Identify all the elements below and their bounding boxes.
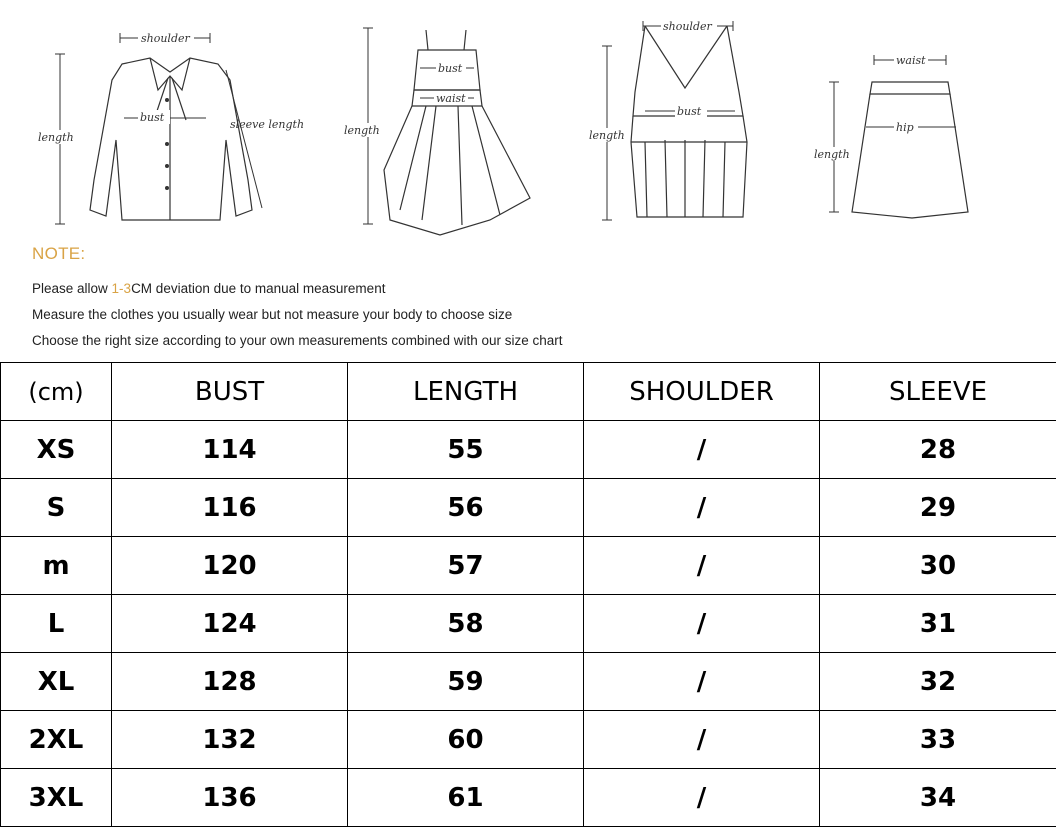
sleeve-cell: 32 <box>820 653 1056 711</box>
sleeve-cell: 29 <box>820 479 1056 537</box>
shoulder-cell: / <box>584 479 820 537</box>
bust-cell: 128 <box>112 653 348 711</box>
blouse-length-label: length <box>38 131 74 144</box>
sleeve-cell: 30 <box>820 537 1056 595</box>
shoulder-cell: / <box>584 421 820 479</box>
blouse-illustration <box>30 20 320 235</box>
length-cell: 59 <box>348 653 584 711</box>
size-chart-table <box>0 362 1056 827</box>
blouse-sleeve-label: sleeve length <box>230 118 304 131</box>
size-cell: m <box>1 537 112 595</box>
blouse-diagram <box>30 20 320 235</box>
skirt-length-label: length <box>814 148 850 161</box>
table-row <box>1 653 1056 711</box>
tank-bust-label: bust <box>677 105 702 118</box>
sleeve-cell: 28 <box>820 421 1056 479</box>
dress-length-label: length <box>344 124 380 137</box>
bust-cell: 132 <box>112 711 348 769</box>
shoulder-cell: / <box>584 769 820 827</box>
length-cell: 58 <box>348 595 584 653</box>
size-cell: L <box>1 595 112 653</box>
skirt-diagram <box>812 50 982 230</box>
length-cell: 55 <box>348 421 584 479</box>
blouse-shoulder-label: shoulder <box>141 32 191 45</box>
table-row <box>1 421 1056 479</box>
blouse-bust-label: bust <box>140 111 165 124</box>
bust-cell: 114 <box>112 421 348 479</box>
header-unit: (cm) <box>1 363 112 421</box>
tank-length-label: length <box>589 129 625 142</box>
length-cell: 61 <box>348 769 584 827</box>
size-cell: 3XL <box>1 769 112 827</box>
skirt-hip-label: hip <box>896 121 914 134</box>
dress-bust-label: bust <box>438 62 463 75</box>
sleeve-cell: 33 <box>820 711 1056 769</box>
header-sleeve: SLEEVE <box>820 363 1056 421</box>
dress-waist-label: waist <box>436 92 466 105</box>
shoulder-cell: / <box>584 595 820 653</box>
size-cell: XL <box>1 653 112 711</box>
note-line-deviation-suffix: CM deviation due to manual measurement <box>131 281 385 296</box>
sleeve-cell: 31 <box>820 595 1056 653</box>
shoulder-cell: / <box>584 711 820 769</box>
sleeve-cell: 34 <box>820 769 1056 827</box>
tank-diagram <box>585 12 765 232</box>
tank-shoulder-label: shoulder <box>663 20 713 33</box>
header-bust: BUST <box>112 363 348 421</box>
shoulder-cell: / <box>584 653 820 711</box>
size-guide-illustrations <box>0 0 1056 362</box>
length-cell: 60 <box>348 711 584 769</box>
table-header-row <box>1 363 1056 421</box>
note-line-deviation-prefix: Please allow <box>32 281 112 296</box>
note-line-choose: Choose the right size according to your own measurements combined with our size chart <box>32 328 732 354</box>
header-shoulder: SHOULDER <box>584 363 820 421</box>
size-cell: XS <box>1 421 112 479</box>
header-length: LENGTH <box>348 363 584 421</box>
table-row <box>1 711 1056 769</box>
bust-cell: 124 <box>112 595 348 653</box>
table-row <box>1 479 1056 537</box>
note-title: NOTE: <box>32 244 732 264</box>
note-line-measure: Measure the clothes you usually wear but not measure your body to choose size <box>32 302 732 328</box>
size-cell: 2XL <box>1 711 112 769</box>
table-row <box>1 537 1056 595</box>
dress-illustration <box>340 20 540 235</box>
table-row <box>1 769 1056 827</box>
bust-cell: 120 <box>112 537 348 595</box>
measurement-note <box>32 244 732 354</box>
table-row <box>1 595 1056 653</box>
length-cell: 56 <box>348 479 584 537</box>
size-cell: S <box>1 479 112 537</box>
dress-diagram <box>340 20 540 235</box>
bust-cell: 116 <box>112 479 348 537</box>
skirt-waist-label: waist <box>896 54 926 67</box>
shoulder-cell: / <box>584 537 820 595</box>
skirt-illustration <box>812 50 982 230</box>
tank-illustration <box>585 12 765 232</box>
length-cell: 57 <box>348 537 584 595</box>
note-deviation-range: 1-3 <box>112 281 132 296</box>
bust-cell: 136 <box>112 769 348 827</box>
note-line-deviation <box>32 276 732 302</box>
